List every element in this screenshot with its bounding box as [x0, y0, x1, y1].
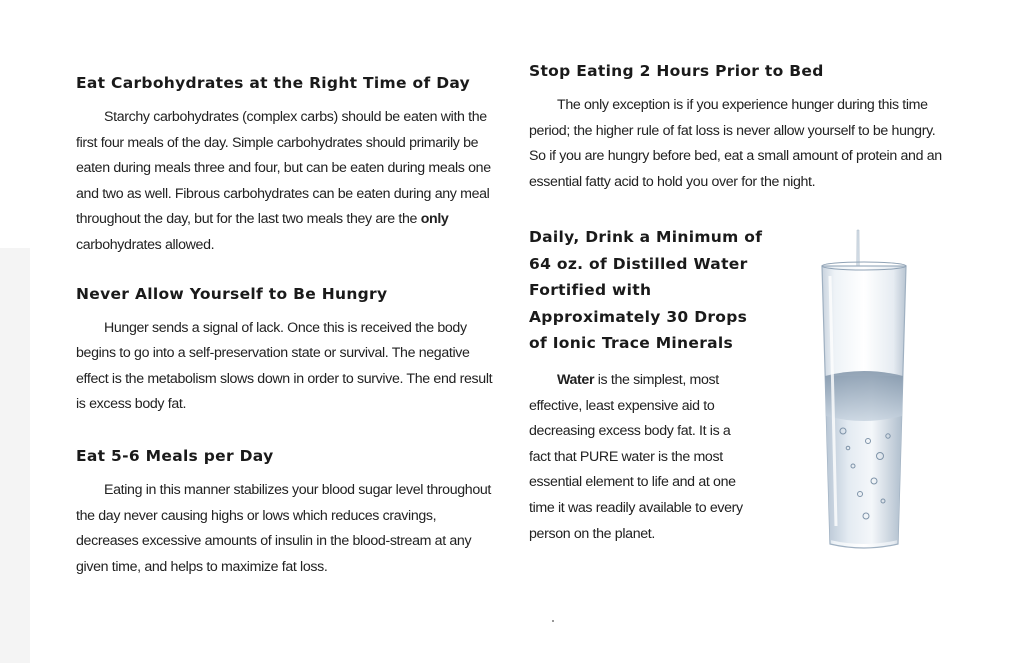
- carb-text-end: carbohydrates allowed.: [76, 236, 215, 253]
- section-carbohydrates: [76, 74, 501, 259]
- water-text-emphasis: Water: [557, 372, 595, 388]
- section-meals: [76, 447, 501, 580]
- heading-carbohydrates: Eat Carbohydrates at the Right Time of Day: [76, 74, 471, 92]
- water-text-rest: is the simplest, most effective, least expensive aid to decreasing excess body fat. It is a fact that PURE water is the most essential element to life and at one time it was readily available to every person on the planet.: [529, 372, 743, 542]
- heading-bed: Stop Eating 2 Hours Prior to Bed: [529, 62, 824, 80]
- heading-hunger: Never Allow Yourself to Be Hungry: [76, 284, 388, 303]
- paragraph-meals: Eating in this manner stabilizes your blood sugar level throughout the day never causing highs or lows which reduces cravings, decreases excessive amounts of insulin in the blood-stream at any given time, and helps to maximize fat loss.: [76, 481, 492, 575]
- heading-meals: Eat 5-6 Meals per Day: [76, 446, 274, 465]
- heading-water: Daily, Drink a Minimum of 64 oz. of Distilled Water Fortified with Approximately 30 Drops of Ionic Trace Minerals: [529, 228, 763, 352]
- paragraph-bed: The only exception is if you experience hunger during this time period; the higher rule of fat loss is never allow yourself to be hungry. So if you are hungry before bed, eat a small amount of protein and an essential fatty acid to hold you over for the night.: [529, 97, 942, 190]
- paragraph-hunger: Hunger sends a signal of lack. Once this is received the body begins to go into a self-preservation state or survival. The negative effect is the metabolism slows down in order to survive. The end result is excess body fat.: [76, 319, 493, 413]
- page-edge-strip: [0, 248, 30, 663]
- water-glass-icon: [808, 226, 918, 556]
- section-hunger: [76, 285, 501, 418]
- carb-text-start: Starchy carbohydrates (complex carbs) should be eaten with the first four meals of the day. Simple carbohydrates should primarily be eaten during meals three and four, but can be eaten during meals one and two as well. Fibrous carbohydrates can be eaten during any meal throughout the day, but for the last two meals they are the: [76, 109, 491, 228]
- carb-text-emphasis: only: [420, 211, 449, 228]
- decorative-dot: [552, 620, 554, 622]
- paragraph-water: [529, 368, 755, 547]
- section-water-body: [529, 368, 755, 547]
- paragraph-carbohydrates: [76, 105, 501, 259]
- section-bed: [529, 62, 954, 195]
- left-column: [76, 74, 501, 580]
